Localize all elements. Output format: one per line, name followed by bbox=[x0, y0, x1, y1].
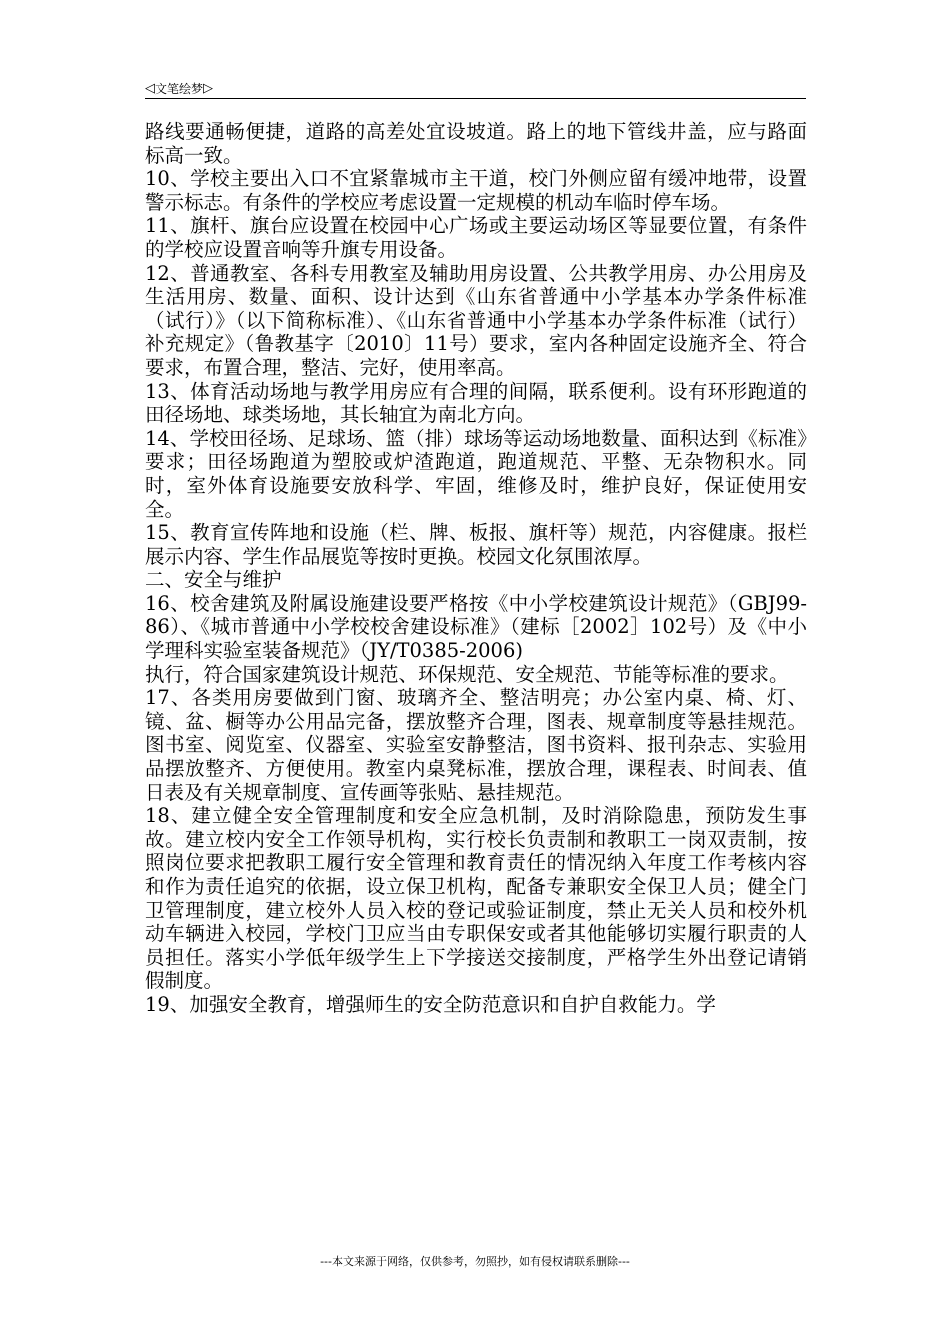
paragraph: 15、教育宣传阵地和设施（栏、牌、板报、旗杆等）规范，内容健康。报栏展示内容、学生作品展览等按时更换。校园文化氛围浓厚。 bbox=[145, 521, 807, 568]
header-divider bbox=[145, 98, 806, 99]
paragraph: 路线要通畅便捷，道路的高差处宜设坡道。路上的地下管线井盖，应与路面标高一致。 bbox=[145, 120, 807, 167]
left-triangle-icon: ◁ bbox=[145, 80, 155, 96]
paragraph: 10、学校主要出入口不宜紧靠城市主干道，校门外侧应留有缓冲地带，设置警示标志。有条件的学校应考虑设置一定规模的机动车临时停车场。 bbox=[145, 167, 807, 214]
section-heading: 二、安全与维护 bbox=[145, 568, 282, 592]
paragraph: 12、普通教室、各科专用教室及辅助用房设置、公共教学用房、办公用房及生活用房、数量、面积、设计达到《山东省普通中小学基本办学条件标准（试行）》（以下简称标准）、《山东省普通中小学基本办学条件标准（试行）补充规定》（鲁教基字〔2010〕11号）要求，室内各种固定设施齐全、符合要求，布置合理，整洁、完好，使用率高。 bbox=[145, 261, 807, 379]
paragraph: 13、体育活动场地与教学用房应有合理的间隔，联系便利。设有环形跑道的田径场地、球类场地，其长轴宜为南北方向。 bbox=[145, 379, 807, 427]
paragraph: 17、各类用房要做到门窗、玻璃齐全、整洁明亮；办公室内桌、椅、灯、镜、盆、橱等办公用品完备，摆放整齐合理，图表、规章制度等悬挂规范。图书室、阅览室、仪器室、实验室安静整洁，图书资料、报刊杂志、实验用品摆放整齐、方便使用。教室内桌凳标准，摆放合理，课程表、时间表、值日表及有关规章制度、宣传画等张贴、悬挂规范。 bbox=[145, 686, 807, 804]
right-triangle-icon: ▷ bbox=[203, 80, 214, 96]
paragraph: 18、建立健全安全管理制度和安全应急机制，及时消除隐患，预防发生事故。建立校内安全工作领导机构，实行校长负责制和教职工一岗双责制，按照岗位要求把教职工履行安全管理和教育责任的情况纳入年度工作考核内容和作为责任追究的依据，设立保卫机构，配备专兼职安全保卫人员；健全门卫管理制度，建立校外人员入校的登记或验证制度，禁止无关人员和校外机动车辆进入校园，学校门卫应当由专职保安或者其他能够切实履行职责的人员担任。落实小学低年级学生上下学接送交接制度，严格学生外出登记请销假制度。 bbox=[145, 804, 807, 993]
page-header bbox=[145, 78, 805, 98]
paragraph: 16、校舍建筑及附属设施建设要严格按《中小学校建筑设计规范》（GBJ99-86）、《城市普通中小学校校舍建设标准》（建标［2002］102号）及《中小学理科实验室装备规范》（JY/T0385-2006) bbox=[145, 591, 807, 663]
paragraph: 14、学校田径场、足球场、篮（排）球场等运动场地数量、面积达到《标准》要求；田径场跑道为塑胶或炉渣跑道，跑道规范、平整、无杂物积水。同时，室外体育设施要安放科学、牢固，维修及时，维护良好，保证使用安全。 bbox=[145, 426, 807, 521]
paragraph: 11、旗杆、旗台应设置在校园中心广场或主要运动场区等显要位置，有条件的学校应设置音响等升旗专用设备。 bbox=[145, 214, 807, 261]
page-footer: ---本文来源于网络，仅供参考，勿照抄，如有侵权请联系删除--- bbox=[320, 1255, 630, 1268]
header-title: 文笔绘梦 bbox=[155, 81, 204, 96]
paragraph: 19、加强安全教育，增强师生的安全防范意识和自护自救能力。学 bbox=[145, 992, 716, 1016]
paragraph: 执行，符合国家建筑设计规范、环保规范、安全规范、节能等标准的要求。 bbox=[145, 662, 789, 686]
document-body bbox=[145, 120, 807, 1017]
